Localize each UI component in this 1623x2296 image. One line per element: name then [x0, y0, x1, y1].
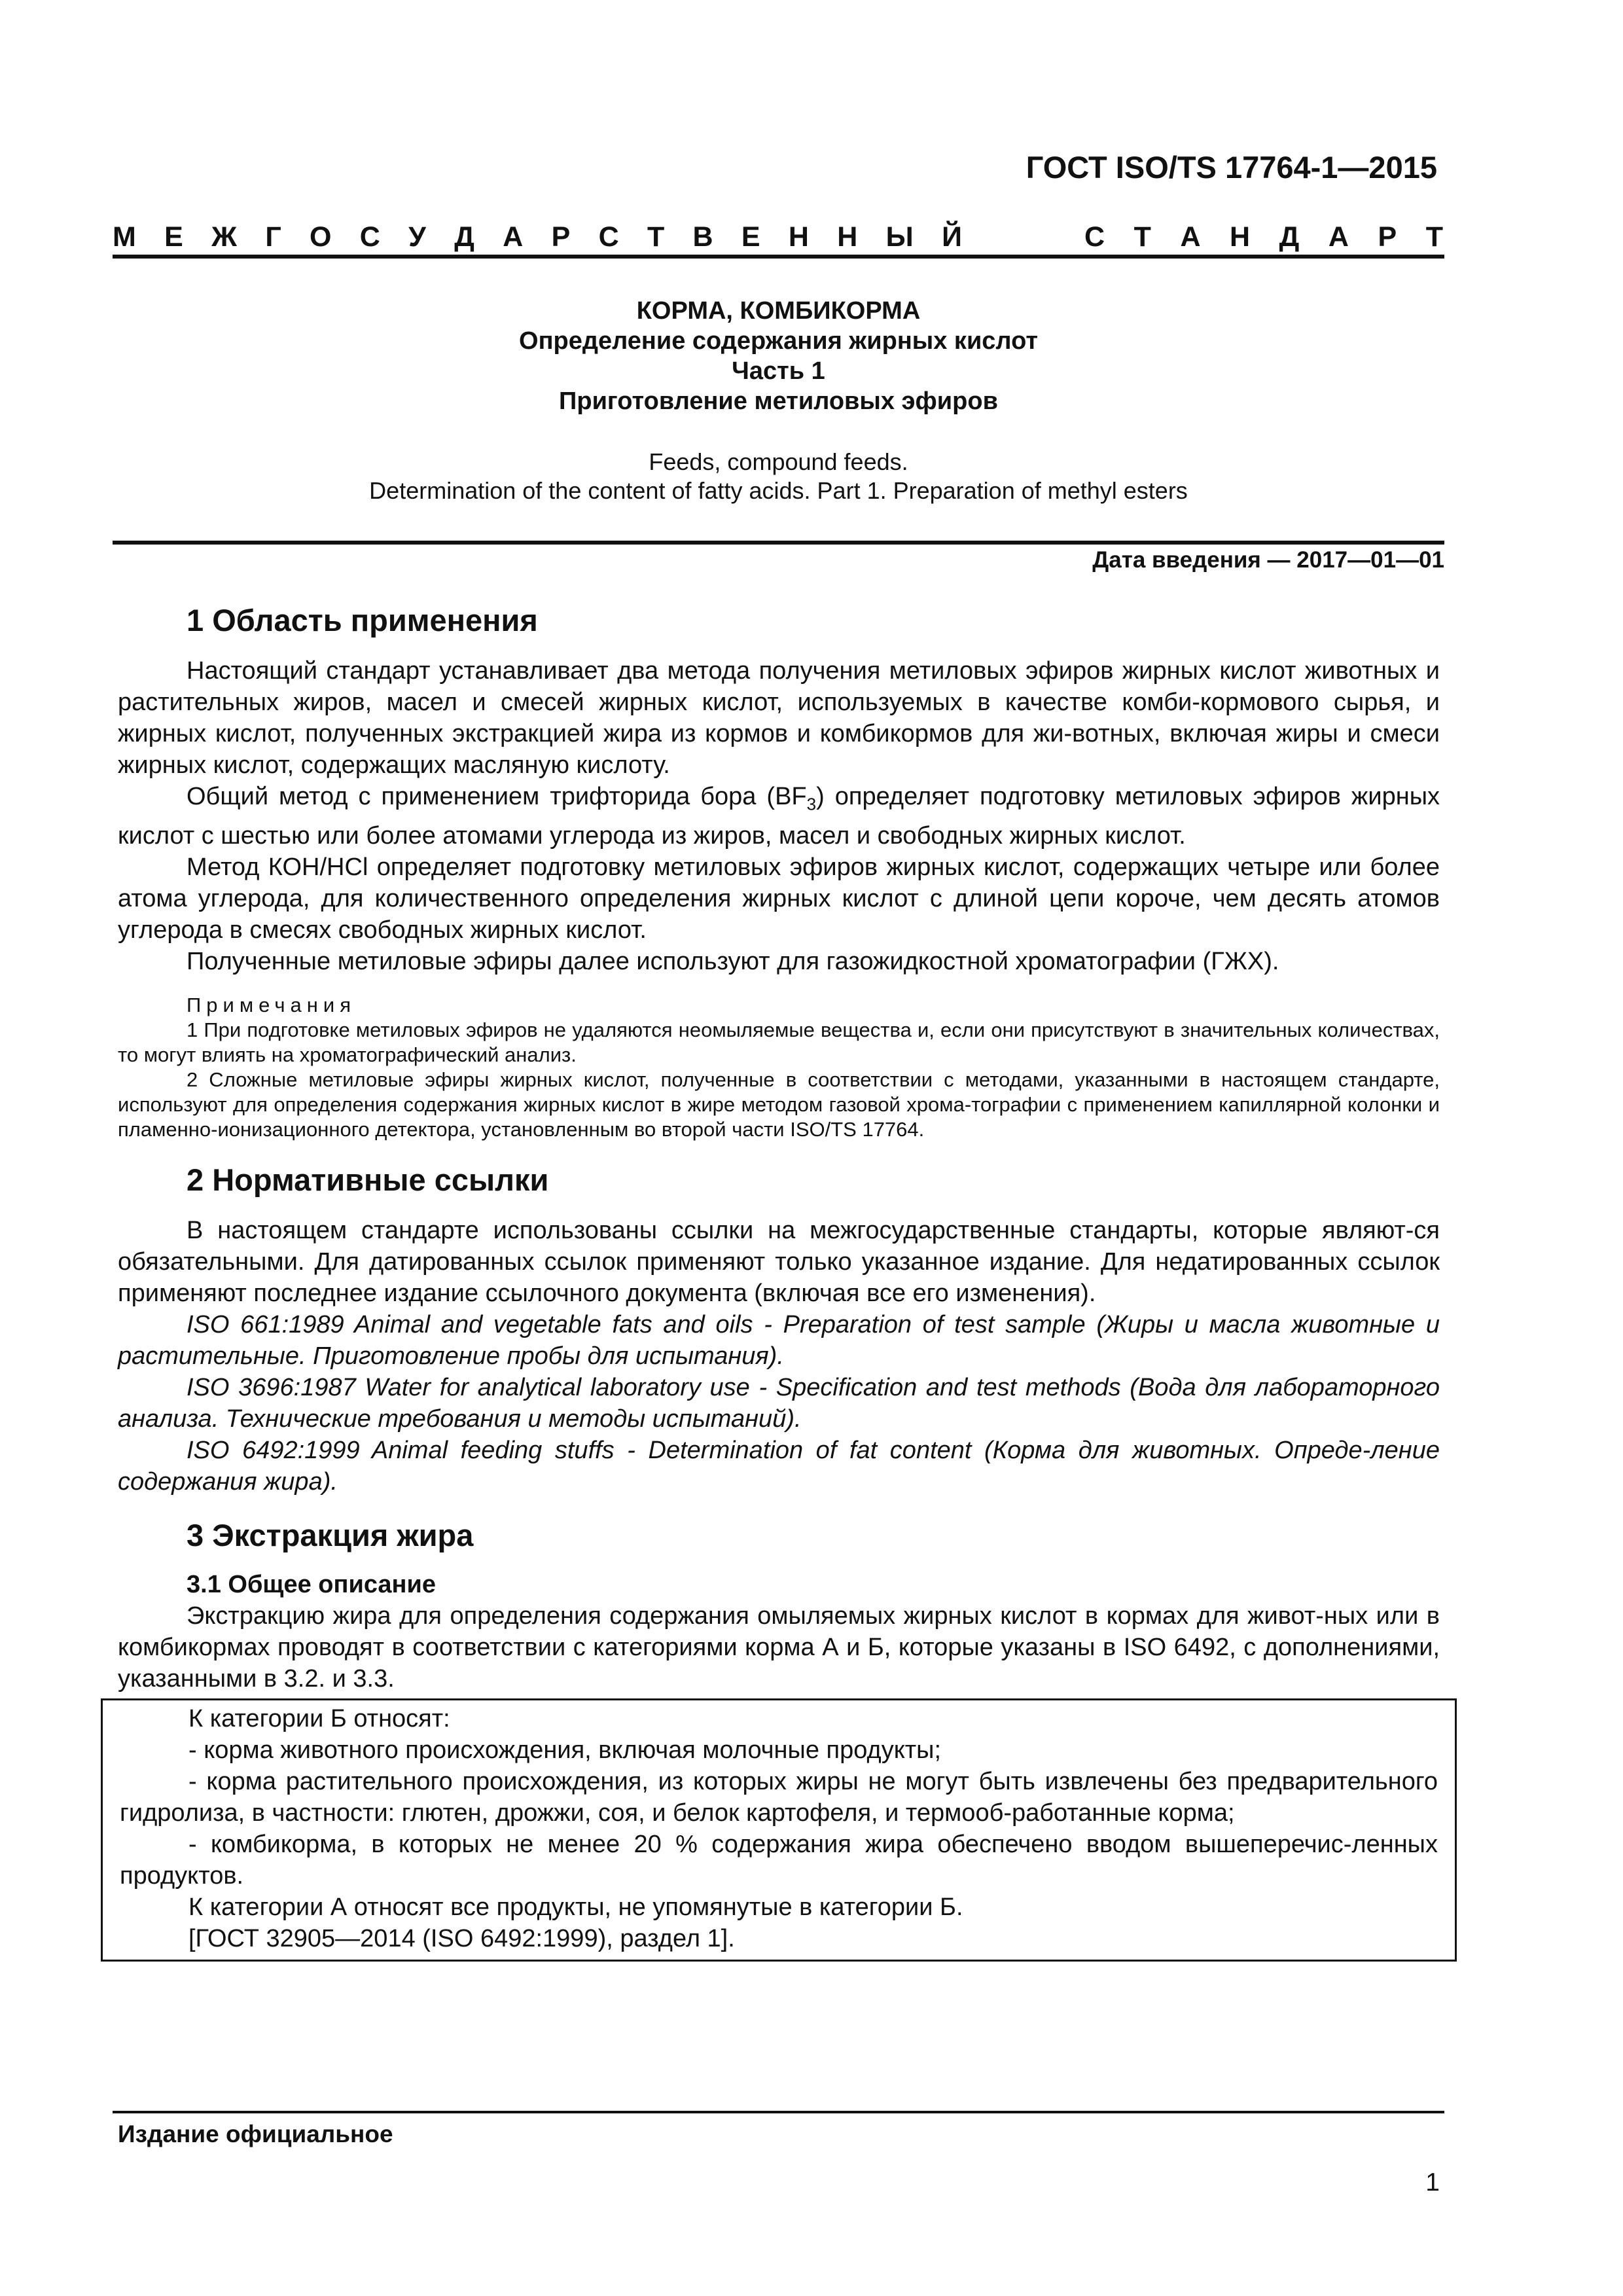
letter: Н [837, 221, 859, 253]
paragraph: Экстракцию жира для определения содержания омыляемых жирных кислот в кормах для живот-ных или в комбикормах проводят в соответствии с категориями корма А и Б, которые указаны в ISO 6492, с дополнениями, указанными в 3.2. и 3.3. [118, 1602, 1440, 1693]
letter: С [359, 221, 382, 253]
notes-heading: Примечания [187, 993, 356, 1016]
letter: Д [1279, 221, 1301, 253]
letter: Д [454, 221, 476, 253]
note: 1 При подготовке метиловых эфиров не удаляются неомыляемые вещества и, если они присутствуют в значительных количествах, то могут влиять на хроматографический анализ. [118, 1018, 1440, 1066]
letter: Т [1133, 221, 1152, 253]
paragraph: Метод КОН/HCl определяет подготовку метиловых эфиров жирных кислот, содержащих четыре или более атома углерода, для количественного определения жирных кислот с длиной цепи короче, чем десять атомов углерода в смесях свободных жирных кислот. [118, 853, 1440, 944]
title-line: Часть 1 [732, 357, 825, 385]
letter: С [1084, 221, 1107, 253]
english-title-line: Determination of the content of fatty acids. Part 1. Preparation of methyl esters [369, 477, 1188, 504]
category-definition-box [101, 1698, 1457, 1962]
official-edition-label: Издание официальное [118, 2121, 393, 2147]
box-line: К категории А относят все продукты, не упомянутые в категории Б. [188, 1893, 963, 1921]
letter: А [1328, 221, 1350, 253]
letter: Г [265, 221, 283, 253]
normative-reference: ISO 3696:1987 Water for analytical laboratory use - Specification and test methods (Вода для лабораторного анализа. Технические требования и методы испытаний). [118, 1373, 1440, 1433]
letter: С [598, 221, 620, 253]
letter: Е [741, 221, 762, 253]
letter: Й [942, 221, 963, 253]
box-line: - корма растительного происхождения, из которых жиры не могут быть извлечены без предварительного гидролиза, в частности: глютен, дрожжи, соя, и белок картофеля, и термооб-работанные корма; [120, 1767, 1438, 1827]
letter: Н [1230, 221, 1252, 253]
subsection-3-1-heading: 3.1 Общее описание [187, 1570, 437, 1598]
paragraph: Настоящий стандарт устанавливает два метода получения метиловых эфиров жирных кислот животных и растительных жиров, масел и смесей жирных кислот, используемых в качестве комби-кормового сырья, и жирных кислот, полученных экстракцией жира из кормов и комбикормов для жи-вотных, включая жиры и смеси жирных кислот, содержащих масляную кислоту. [118, 657, 1440, 779]
letter: Т [647, 221, 666, 253]
letter: У [408, 221, 427, 253]
letter: Т [1425, 221, 1444, 253]
normative-reference: ISO 6492:1999 Animal feeding stuffs - Determination of fat content (Корма для животных. Опреде-ление содержания жира). [118, 1436, 1440, 1496]
title-line: Определение содержания жирных кислот [519, 327, 1038, 355]
title-divider [113, 541, 1444, 545]
box-line: - комбикорма, в которых не менее 20 % содержания жира обеспечено вводом вышеперечис-ленных продуктов. [120, 1830, 1438, 1890]
english-title-line: Feeds, compound feeds. [649, 448, 908, 475]
document-body [118, 602, 1440, 1962]
section-2-heading: 2 Нормативные ссылки [187, 1162, 549, 1197]
letter: М [113, 221, 137, 253]
introduction-date: Дата введения — 2017—01—01 [1092, 547, 1444, 573]
normative-reference: ISO 661:1989 Animal and vegetable fats and oils - Preparation of test sample (Жиры и масла животные и растительные. Приготовление пробы для испытания). [118, 1310, 1440, 1370]
paragraph: Общий метод с применением трифторида бора $(BF_3)$ определяет подготовку метиловых эфиров жирных кислот с шестью или более атомами углерода из жиров, масел и свободных жирных кислот. [118, 783, 1440, 850]
box-line: - корма животного происхождения, включая молочные продукты; [188, 1736, 942, 1764]
page-number: 1 [1425, 2168, 1440, 2197]
letter: Ы [885, 221, 915, 253]
title-line: КОРМА, КОМБИКОРМА [636, 297, 921, 325]
paragraph: Полученные метиловые эфиры далее используют для газожидкостной хроматографии (ГЖХ). [187, 947, 1279, 975]
section-1-heading: 1 Область применения [187, 603, 538, 637]
letter: Р [551, 221, 572, 253]
letter: Р [1378, 221, 1399, 253]
letter: А [503, 221, 525, 253]
box-line: К категории Б относят: [188, 1704, 450, 1732]
letter: О [310, 221, 333, 253]
section-3-heading: 3 Экстракция жира [187, 1517, 474, 1552]
top-divider [113, 255, 1444, 259]
gost-designation: ГОСТ ISO/TS 17764-1—2015 [1026, 150, 1437, 185]
title-line: Приготовление метиловых эфиров [559, 387, 998, 415]
footer-divider [113, 2111, 1444, 2113]
document-title-block [113, 296, 1444, 505]
interstate-standard-label [113, 221, 1444, 253]
paragraph: В настоящем стандарте использованы ссылки на межгосударственные стандарты, которые являют-ся обязательными. Для датированных ссылок применяют только указанное издание. Для недатированных ссылок применяют последнее издание ссылочного документа (включая все его изменения). [118, 1216, 1440, 1307]
letter: А [1180, 221, 1202, 253]
standard-word [1084, 221, 1444, 253]
box-line: [ГОСТ 32905—2014 (ISO 6492:1999), раздел 1]. [188, 1924, 735, 1952]
letter: Е [164, 221, 185, 253]
note: 2 Сложные метиловые эфиры жирных кислот, полученные в соответствии с методами, указанными в настоящем стандарте, используют для определения содержания жирных кислот в жире методом газовой хрома-тографии с применением капиллярной колонки и пламенно-ионизационного детектора, установленным во второй части ISO/TS 17764. [118, 1067, 1440, 1141]
letter: В [692, 221, 715, 253]
letter: Ж [211, 221, 239, 253]
interstate-word [113, 221, 963, 253]
letter: Н [788, 221, 810, 253]
